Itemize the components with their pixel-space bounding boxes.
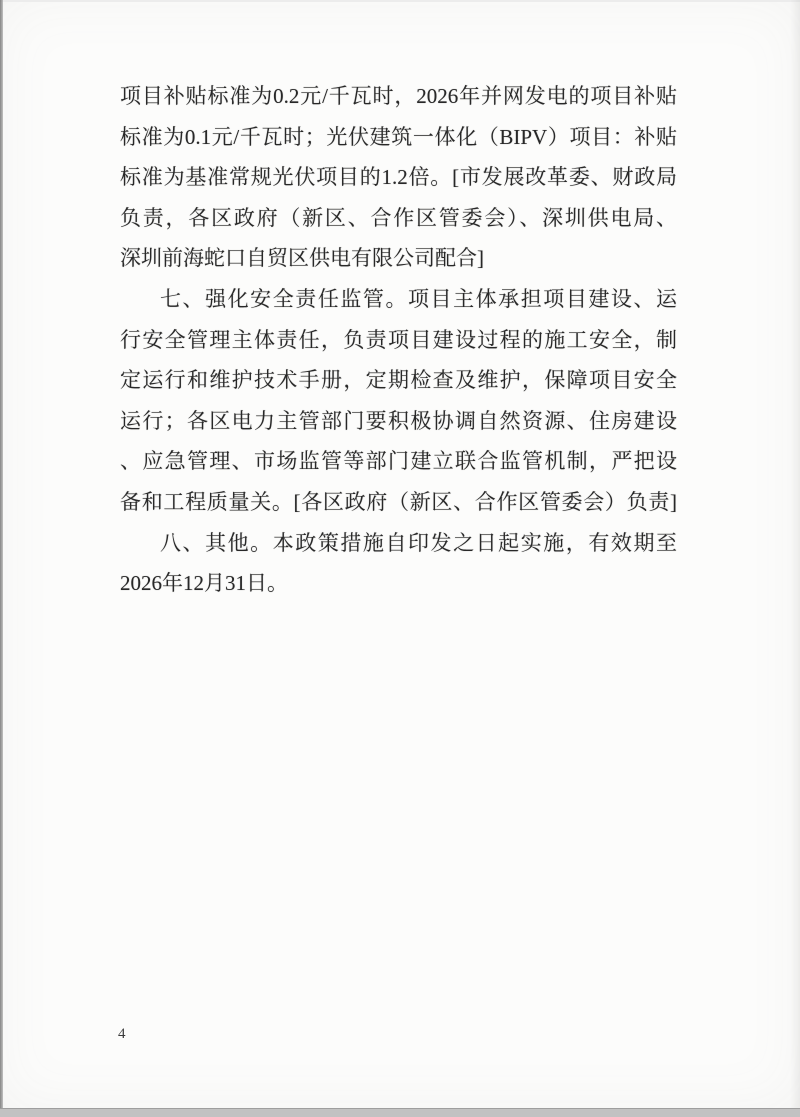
text-line: 2026年12月31日。: [120, 571, 288, 596]
page-left-edge-shadow: [0, 0, 3, 1108]
text-line: 深圳前海蛇口自贸区供电有限公司配合]: [120, 246, 484, 271]
scanner-bed-strip: [0, 1108, 800, 1117]
text-line: 项目补贴标准为0.2元/千瓦时，2026年并网发电的项目补贴: [120, 84, 677, 108]
paragraph: [120, 279, 677, 523]
text-line: 行安全管理主体责任，负责项目建设过程的施工安全，制: [120, 327, 677, 352]
text-line: 运行；各区电力主管部门要积极协调自然资源、住房建设: [120, 408, 677, 433]
paragraph: [120, 76, 677, 279]
paragraph: [120, 523, 677, 604]
text-line: 八、其他。本政策措施自印发之日起实施，有效期至: [160, 530, 677, 555]
document-body: [120, 76, 677, 604]
text-line: 标准为基准常规光伏项目的1.2倍。[市发展改革委、财政局: [120, 165, 677, 190]
text-line: 定运行和维护技术手册，定期检查及维护，保障项目安全: [120, 368, 677, 393]
page-number: 4: [118, 1026, 126, 1042]
text-line: 七、强化安全责任监管。项目主体承担项目建设、运: [160, 286, 677, 311]
text-line: 、应急管理、市场监管等部门建立联合监管机制，严把设: [120, 449, 677, 474]
text-line: 负责，各区政府（新区、合作区管委会）、深圳供电局、: [120, 205, 677, 230]
text-line: 标准为0.1元/千瓦时；光伏建筑一体化（BIPV）项目：补贴: [120, 124, 677, 149]
text-line: 备和工程质量关。[各区政府（新区、合作区管委会）负责]: [120, 489, 677, 514]
